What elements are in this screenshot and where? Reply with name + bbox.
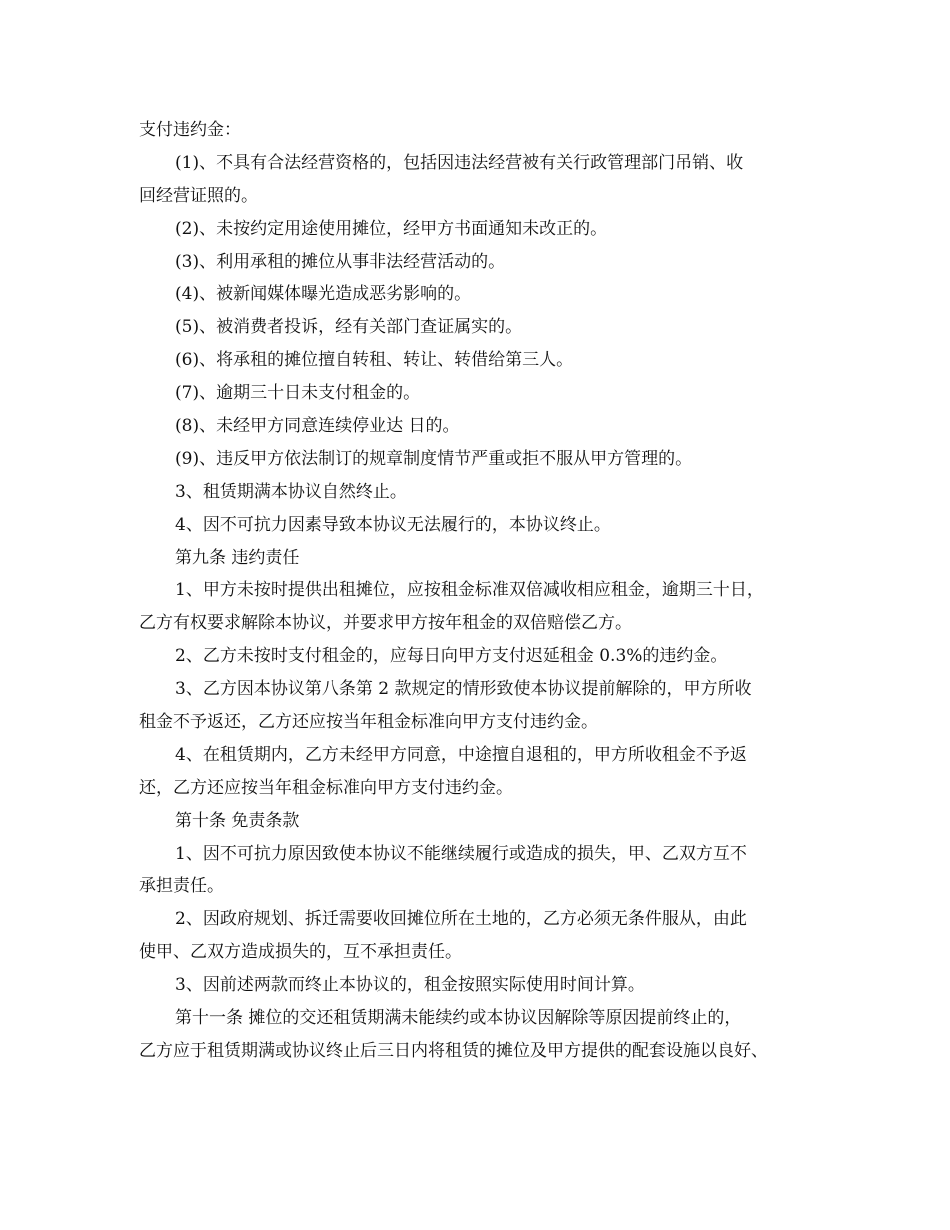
clause-item: (3)、利用承租的摊位从事非法经营活动的。	[175, 251, 506, 272]
clause-item: 1、因不可抗力原因致使本协议不能继续履行或造成的损失，甲、乙双方互不	[175, 843, 747, 864]
article-heading: 第九条 违约责任	[175, 547, 300, 568]
text-line-continuation: 租金不予返还，乙方还应按当年租金标准向甲方支付违约金。	[139, 712, 598, 733]
clause-item: (9)、违反甲方依法制订的规章制度情节严重或拒不服从甲方管理的。	[175, 448, 693, 469]
clause-item: 4、因不可抗力因素导致本协议无法履行的，本协议终止。	[175, 514, 611, 535]
article-heading: 第十一条 摊位的交还租赁期满未能续约或本协议因解除等原因提前终止的，	[175, 1008, 742, 1029]
text-line-continuation: 使甲、乙双方造成损失的，互不承担责任。	[139, 942, 462, 963]
clause-item: (5)、被消费者投诉，经有关部门查证属实的。	[175, 317, 523, 338]
clause-item: (2)、未按约定用途使用摊位，经甲方书面通知未改正的。	[175, 218, 608, 239]
text-line-continuation: 乙方应于租赁期满或协议终止后三日内将租赁的摊位及甲方提供的配套设施以良好、	[139, 1040, 768, 1061]
clause-item: 1、甲方未按时提供出租摊位，应按租金标准双倍减收相应租金，逾期三十日，	[175, 580, 764, 601]
clause-item: (7)、逾期三十日未支付租金的。	[175, 383, 421, 404]
clause-item: 2、因政府规划、拆迁需要收回摊位所在土地的，乙方必须无条件服从，由此	[175, 909, 747, 930]
text-line-continuation: 承担责任。	[139, 876, 224, 897]
clause-item: 3、租赁期满本协议自然终止。	[175, 481, 407, 502]
text-line: 支付违约金：	[139, 120, 241, 140]
text-line-continuation: 回经营证照的。	[139, 185, 258, 206]
clause-item: (8)、未经甲方同意连续停业达 日的。	[175, 416, 460, 437]
clause-item: 3、乙方因本协议第八条第 2 款规定的情形致使本协议提前解除的，甲方所收	[175, 679, 752, 700]
clause-item: (6)、将承租的摊位擅自转租、转让、转借给第三人。	[175, 350, 574, 371]
clause-item: 3、因前述两款而终止本协议的，租金按照实际使用时间计算。	[175, 975, 645, 996]
article-heading: 第十条 免责条款	[175, 810, 300, 831]
text-line-continuation: 还，乙方还应按当年租金标准向甲方支付违约金。	[139, 777, 513, 798]
clause-item: 2、乙方未按时支付租金的，应每日向甲方支付迟延租金 0.3%的违约金。	[175, 646, 728, 667]
clause-item: (4)、被新闻媒体曝光造成恶劣影响的。	[175, 284, 472, 305]
clause-item: (1)、不具有合法经营资格的，包括因违法经营被有关行政管理部门吊销、收	[175, 152, 744, 173]
clause-item: 4、在租赁期内，乙方未经甲方同意，中途擅自退租的，甲方所收租金不予返	[175, 744, 747, 765]
document-body	[139, 114, 819, 1068]
text-line-continuation: 乙方有权要求解除本协议，并要求甲方按年租金的双倍赔偿乙方。	[139, 613, 632, 634]
